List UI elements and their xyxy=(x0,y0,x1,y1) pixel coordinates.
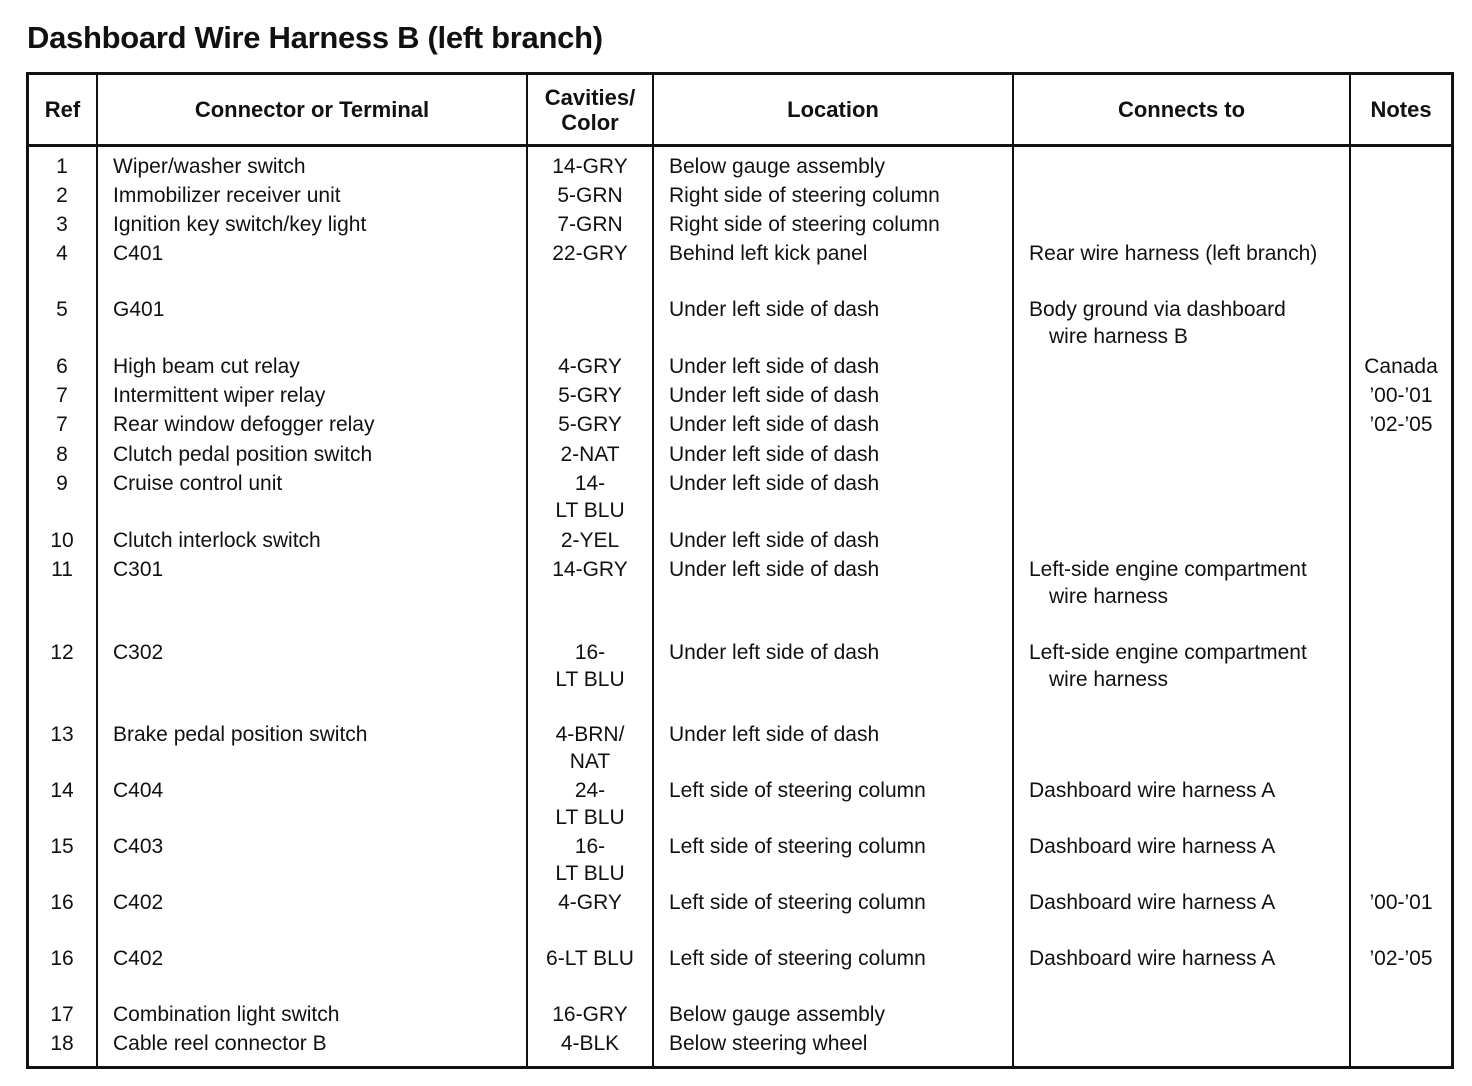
cell-cavities: 7-GRN xyxy=(557,213,623,236)
cell-location: Under left side of dash xyxy=(669,413,880,436)
cell-cavities: 2-NAT xyxy=(560,443,620,466)
cell-ref: 7 xyxy=(56,413,68,436)
column-divider xyxy=(1349,72,1351,1069)
header-cavities: Cavities/ Color xyxy=(544,84,636,135)
cell-location: Under left side of dash xyxy=(669,529,880,552)
cell-connects-to: Dashboard wire harness A xyxy=(1029,779,1276,802)
cell-ref: 9 xyxy=(56,472,68,495)
cell-cavities: 5-GRN xyxy=(557,184,623,207)
cell-notes: ’00-’01 xyxy=(1369,384,1433,407)
cell-connector: C402 xyxy=(113,947,164,970)
cell-cavities: 4-GRY xyxy=(558,891,622,914)
cell-connector: C403 xyxy=(113,835,164,858)
cell-location: Below gauge assembly xyxy=(669,1003,885,1026)
cell-cavities: 14-GRY xyxy=(552,558,628,581)
cell-connector: C302 xyxy=(113,641,164,664)
cell-notes: ’02-’05 xyxy=(1369,413,1433,436)
column-divider xyxy=(1012,72,1014,1069)
cell-location: Below steering wheel xyxy=(669,1032,868,1055)
cell-ref: 3 xyxy=(56,213,68,236)
cell-cavities: 16- LT BLU xyxy=(555,641,625,691)
cell-cavities: 6-LT BLU xyxy=(546,947,634,970)
header-notes: Notes xyxy=(1370,97,1432,122)
cell-cavities: 24- LT BLU xyxy=(555,779,625,829)
cell-ref: 13 xyxy=(50,723,74,746)
cell-ref: 11 xyxy=(51,558,73,581)
cell-ref: 8 xyxy=(56,443,68,466)
header-ref: Ref xyxy=(44,97,81,122)
cell-location: Under left side of dash xyxy=(669,384,880,407)
column-divider xyxy=(96,72,98,1069)
cell-ref: 16 xyxy=(50,891,74,914)
cell-cavities: 22-GRY xyxy=(552,242,628,265)
cell-notes: ’00-’01 xyxy=(1369,891,1433,914)
cell-location: Under left side of dash xyxy=(669,558,880,581)
cell-ref: 6 xyxy=(56,355,68,378)
cell-connector: Clutch pedal position switch xyxy=(113,443,373,466)
cell-connector: Clutch interlock switch xyxy=(113,529,321,552)
cell-location: Under left side of dash xyxy=(669,298,880,321)
cell-ref: 17 xyxy=(50,1003,74,1026)
cell-connector: G401 xyxy=(113,298,165,321)
cell-connects-to: Dashboard wire harness A xyxy=(1029,891,1276,914)
cell-cavities: 14- LT BLU xyxy=(555,472,625,522)
cell-location: Under left side of dash xyxy=(669,443,880,466)
cell-cavities: 4-BLK xyxy=(560,1032,620,1055)
cell-location: Left side of steering column xyxy=(669,835,926,858)
cell-connector: Rear window defogger relay xyxy=(113,413,375,436)
cell-connector: Cable reel connector B xyxy=(113,1032,327,1055)
cell-location: Left side of steering column xyxy=(669,947,926,970)
cell-location: Under left side of dash xyxy=(669,472,880,495)
cell-ref: 2 xyxy=(56,184,68,207)
cell-connector: C301 xyxy=(113,558,164,581)
cell-cavities: 5-GRY xyxy=(558,384,622,407)
cell-connects-to: Dashboard wire harness A xyxy=(1029,947,1276,970)
cell-ref: 4 xyxy=(56,242,68,265)
cell-ref: 18 xyxy=(50,1032,74,1055)
cell-ref: 1 xyxy=(56,155,68,178)
header-location: Location xyxy=(787,97,879,122)
cell-location: Under left side of dash xyxy=(669,641,880,664)
header-connects-to: Connects to xyxy=(1117,97,1246,122)
cell-connector: C402 xyxy=(113,891,164,914)
cell-connects-to: Rear wire harness (left branch) xyxy=(1029,242,1318,265)
cell-cavities: 16- LT BLU xyxy=(555,835,625,885)
cell-cavities: 14-GRY xyxy=(552,155,628,178)
header-connector: Connector or Terminal xyxy=(194,97,430,122)
cell-cavities: 4-GRY xyxy=(558,355,622,378)
cell-cavities: 16-GRY xyxy=(552,1003,628,1026)
page-title: Dashboard Wire Harness B (left branch) xyxy=(27,20,603,55)
cell-connects-to: Left-side engine compartment wire harness xyxy=(1029,641,1307,691)
cell-location: Under left side of dash xyxy=(669,355,880,378)
cell-connector: Immobilizer receiver unit xyxy=(113,184,341,207)
column-divider xyxy=(652,72,654,1069)
cell-cavities: 5-GRY xyxy=(558,413,622,436)
cell-location: Under left side of dash xyxy=(669,723,880,746)
cell-ref: 5 xyxy=(56,298,68,321)
cell-ref: 15 xyxy=(50,835,74,858)
cell-connects-to: Dashboard wire harness A xyxy=(1029,835,1276,858)
cell-connector: Ignition key switch/key light xyxy=(113,213,367,236)
cell-connector: Combination light switch xyxy=(113,1003,340,1026)
cell-connector: Wiper/washer switch xyxy=(113,155,306,178)
cell-connects-to: Left-side engine compartment wire harness xyxy=(1029,558,1307,608)
cell-connector: Cruise control unit xyxy=(113,472,283,495)
cell-notes: Canada xyxy=(1364,355,1438,378)
cell-cavities: 2-YEL xyxy=(560,529,620,552)
cell-location: Right side of steering column xyxy=(669,213,940,236)
cell-connector: Intermittent wiper relay xyxy=(113,384,326,407)
cell-notes: ’02-’05 xyxy=(1369,947,1433,970)
cell-connector: C401 xyxy=(113,242,164,265)
cell-ref: 7 xyxy=(56,384,68,407)
cell-connector: C404 xyxy=(113,779,164,802)
cell-location: Behind left kick panel xyxy=(669,242,868,265)
cell-location: Left side of steering column xyxy=(669,891,926,914)
cell-ref: 16 xyxy=(50,947,74,970)
cell-location: Below gauge assembly xyxy=(669,155,885,178)
cell-location: Left side of steering column xyxy=(669,779,926,802)
header-divider xyxy=(26,144,1454,147)
cell-ref: 12 xyxy=(50,641,74,664)
cell-ref: 14 xyxy=(50,779,74,802)
cell-connector: Brake pedal position switch xyxy=(113,723,368,746)
cell-location: Right side of steering column xyxy=(669,184,940,207)
cell-connector: High beam cut relay xyxy=(113,355,300,378)
cell-connects-to: Body ground via dashboard wire harness B xyxy=(1029,298,1286,348)
cell-ref: 10 xyxy=(50,529,74,552)
cell-cavities: 4-BRN/ NAT xyxy=(555,723,625,773)
